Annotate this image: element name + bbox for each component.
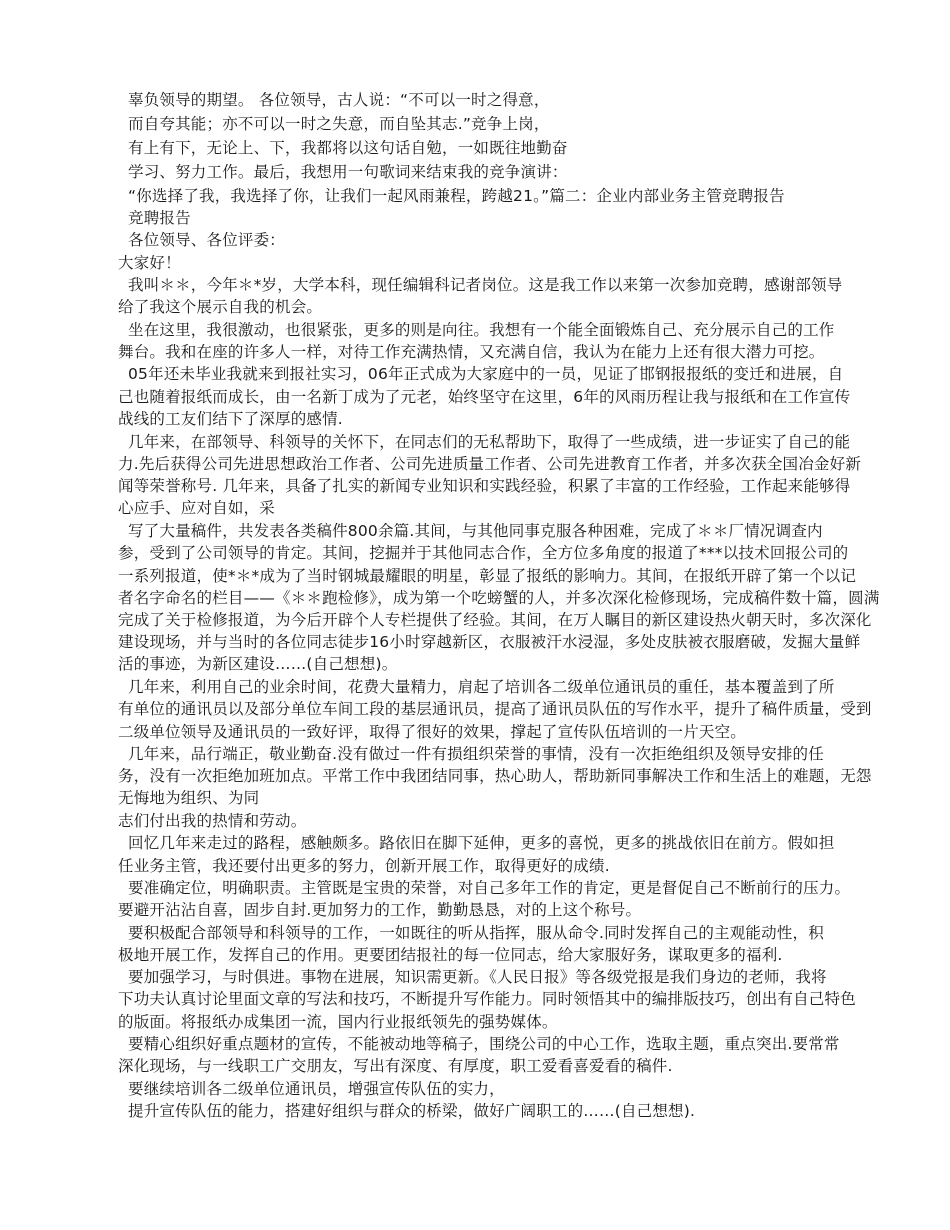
text-line: 建设现场，并与当时的各位同志徒步16小时穿越新区，衣服被汗水浸湿，多处皮肤被衣服磨破，发掘大量鲜 — [118, 633, 861, 651]
text-line: “你选择了我，我选择了你，让我们一起风雨兼程，跨越21。”篇二：企业内部业务主管竞聘报告 — [128, 187, 785, 205]
text-line: 几年来，品行端正，敬业勤奋.没有做过一件有损组织荣誉的事情，没有一次拒绝组织及领导安排的任 — [128, 745, 824, 763]
text-line: 战线的工友们结下了深厚的感情. — [118, 410, 343, 428]
text-line: 要积极配合部领导和科领导的工作，一如既往的听从指挥，服从命令.同时发挥自己的主观能动性，积 — [128, 924, 824, 942]
text-line: 几年来，在部领导、科领导的关怀下，在同志们的无私帮助下，取得了一些成绩，进一步证实了自己的能 — [128, 433, 851, 451]
text-line: 给了我这个展示自我的机会。 — [118, 298, 323, 316]
text-line: 力.先后获得公司先进思想政治工作者、公司先进质量工作者、公司先进教育工作者，并多次获全国冶金好新 — [118, 455, 862, 473]
text-line: 活的事迹，为新区建设……(自己想想)。 — [118, 655, 398, 673]
text-line: 志们付出我的热情和劳动。 — [118, 812, 307, 830]
text-line: 闻等荣誉称号. 几年来，具备了扎实的新闻专业知识和实践经验，积累了丰富的工作经验，工作起来能够得 — [118, 477, 851, 495]
text-line: 完成了关于检修报道，为今后开辟个人专栏提供了经验。其间，在万人瞩目的新区建设热火朝天时，多次深化 — [118, 611, 872, 629]
text-line: 极地开展工作，发挥自己的作用。更要团结报社的每一位同志，给大家服好务，谋取更多的福利. — [118, 946, 783, 964]
text-line: 要精心组织好重点题材的宣传，不能被动地等稿子，围绕公司的中心工作，选取主题，重点突出.要常常 — [128, 1035, 840, 1053]
text-line: 要继续培训各二级单位通讯员，增强宣传队伍的实力， — [128, 1080, 505, 1098]
text-line: 有上有下，无论上、下，我都将以这句话自勉，一如既往地勤奋 — [128, 139, 568, 157]
text-line: 下功夫认真讨论里面文章的写法和技巧，不断提升写作能力。同时领悟其中的编排版技巧，创出有自己特色 — [118, 990, 856, 1008]
text-line: 而自夸其能；亦不可以一时之失意，而自坠其志.”竞争上岗， — [128, 115, 550, 133]
text-line: 二级单位领导及通讯员的一致好评，取得了很好的效果，撑起了宣传队伍培训的一片天空。 — [118, 723, 747, 741]
text-line: 舞台。我和在座的许多人一样，对待工作充满热情，又充满自信，我认为在能力上还有很大潜力可挖。 — [118, 343, 825, 361]
text-line: 竞聘报告 — [128, 209, 191, 227]
text-line: 写了大量稿件，共发表各类稿件800余篇.其间，与其他同事克服各种困难，完成了＊＊厂情况调查内 — [128, 522, 823, 540]
text-line: 心应手、应对自如，采 — [118, 499, 276, 517]
text-line: 有单位的通讯员以及部分单位车间工段的基层通讯员，提高了通讯员队伍的写作水平，提升了稿件质量，受到 — [118, 700, 872, 718]
text-line: 己也随着报纸而成长，由一名新丁成为了元老，始终坚守在这里，6年的风雨历程让我与报纸和在工作宣传 — [118, 388, 851, 406]
text-line: 务，没有一次拒绝加班加点。平常工作中我团结同事，热心助人，帮助新同事解决工作和生活上的难题，无怨 — [118, 767, 872, 785]
text-line: 各位领导、各位评委： — [128, 231, 286, 249]
text-line: 回忆几年来走过的路程，感触颇多。路依旧在脚下延伸，更多的喜悦，更多的挑战依旧在前方。假如担 — [128, 834, 835, 852]
text-line: 提升宣传队伍的能力，搭建好组织与群众的桥梁，做好广阔职工的……(自己想想). — [128, 1102, 696, 1120]
text-line: 深化现场，与一线职工广交朋友，写出有深度、有厚度，职工爱看喜爱看的稿件. — [118, 1057, 673, 1075]
text-line: 无悔地为组织、为同 — [118, 789, 260, 807]
text-line: 者名字命名的栏目——《＊＊跑检修》，成为第一个吃螃蟹的人，并多次深化检修现场，完成稿件数十篇，圆满 — [118, 589, 880, 607]
text-line: 学习、努力工作。最后，我想用一句歌词来结束我的竞争演讲： — [128, 163, 568, 181]
text-line: 的版面。将报纸办成集团一流，国内行业报纸领先的强势媒体。 — [118, 1013, 558, 1031]
text-line: 要加强学习，与时俱进。事物在进展，知识需更新。《人民日报》等各级党报是我们身边的老师，我将 — [128, 968, 827, 986]
text-line: 参，受到了公司领导的肯定。其间，挖掘并于其他同志合作，全方位多角度的报道了***以技术回报公司的 — [118, 544, 849, 562]
text-line: 一系列报道，使*＊*成为了当时钢城最耀眼的明星，彰显了报纸的影响力。其间，在报纸开辟了第一个以记 — [118, 567, 857, 585]
text-line: 我叫＊＊，今年＊*岁，大学本科，现任编辑科记者岗位。这是我工作以来第一次参加竞聘，感谢部领导 — [128, 276, 843, 294]
text-line: 辜负领导的期望。 各位领导，古人说：“不可以一时之得意， — [128, 91, 550, 109]
text-line: 要准确定位，明确职责。主管既是宝贵的荣誉，对自己多年工作的肯定，更是督促自己不断前行的压力。 — [128, 879, 851, 897]
text-line: 任业务主管，我还要付出更多的努力，创新开展工作，取得更好的成绩. — [118, 857, 610, 875]
text-line: 要避开沾沾自喜，固步自封.更加努力的工作，勤勤恳恳，对的上这个称号。 — [118, 901, 642, 919]
text-line: 05年还未毕业我就来到报社实习，06年正式成为大家庭中的一员，见证了邯钢报报纸的变迁和进展，自 — [128, 365, 844, 383]
text-line: 几年来，利用自己的业余时间，花费大量精力，肩起了培训各二级单位通讯员的重任，基本覆盖到了所 — [128, 678, 835, 696]
text-line: 坐在这里，我很激动，也很紧张，更多的则是向往。我想有一个能全面锻炼自己、充分展示自己的工作 — [128, 321, 835, 339]
text-line: 大家好！ — [118, 254, 181, 272]
